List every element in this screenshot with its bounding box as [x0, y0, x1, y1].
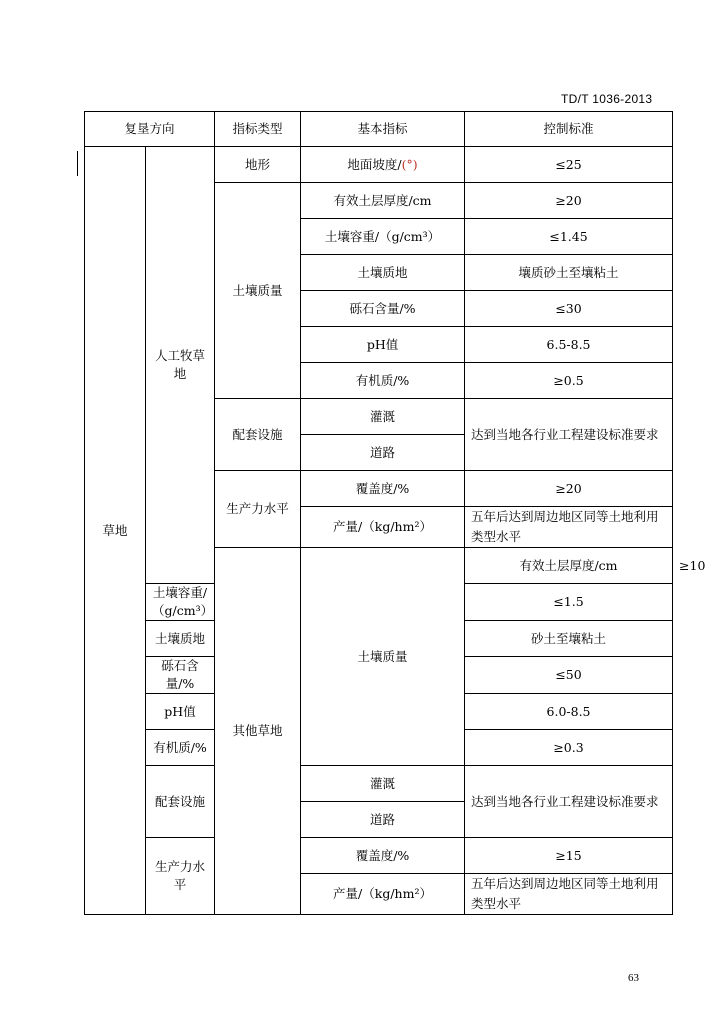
indicator-cell: 砾石含量/% [301, 291, 465, 327]
indicator-cell: 有效土层厚度/cm [301, 183, 465, 219]
indicator-type-cell: 生产力水平 [146, 838, 215, 915]
indicator-cell: 土壤容重/（g/cm³） [301, 219, 465, 255]
indicator-text: 地面坡度/ [347, 156, 402, 172]
standard-cell: ≥0.3 [465, 730, 673, 766]
table-row: 其他草地 土壤质量 有效土层厚度/cm ≥10 [85, 548, 673, 584]
standard-cell: 砂土至壤粘土 [465, 621, 673, 657]
standard-cell: 壤质砂土至壤粘土 [465, 255, 673, 291]
column-header-indicator-type: 指标类型 [215, 112, 301, 147]
table-row [85, 147, 673, 183]
standard-cell: ≤1.45 [465, 219, 673, 255]
indicator-type-cell: 土壤质量 [215, 183, 301, 399]
standard-code: TD/T 1036-2013 [561, 92, 653, 106]
direction-cell: 草地 [85, 147, 146, 915]
reclamation-standards-table [84, 111, 706, 915]
standard-cell: 达到当地各行业工程建设标准要求 [465, 766, 673, 838]
indicator-cell: pH值 [146, 694, 215, 730]
table-row [85, 766, 673, 802]
column-header-basic-indicator: 基本指标 [301, 112, 465, 147]
indicator-cell: 砾石含量/% [146, 657, 215, 694]
standard-cell: ≥15 [465, 838, 673, 874]
standard-cell: ≥20 [465, 471, 673, 507]
indicator-cell: 道路 [301, 435, 465, 471]
indicator-unit: (°) [401, 156, 418, 172]
indicator-cell: 土壤容重/（g/cm³） [146, 584, 215, 621]
indicator-cell: 产量/（kg/hm²） [301, 874, 465, 915]
standard-cell: ≤50 [465, 657, 673, 694]
indicator-cell: 产量/（kg/hm²） [301, 507, 465, 548]
standard-cell: 6.0-8.5 [465, 694, 673, 730]
standard-cell: ≤30 [465, 291, 673, 327]
indicator-cell: 覆盖度/% [301, 471, 465, 507]
column-header-direction: 复垦方向 [85, 112, 215, 147]
indicator-cell: 灌溉 [301, 766, 465, 802]
indicator-cell: 有机质/% [301, 363, 465, 399]
indicator-type-cell: 地形 [215, 147, 301, 183]
indicator-cell: pH值 [301, 327, 465, 363]
indicator-cell: 有效土层厚度/cm [465, 548, 673, 584]
standard-cell: ≤25 [465, 147, 673, 183]
indicator-type-cell: 生产力水平 [215, 471, 301, 548]
standard-cell: 五年后达到周边地区同等土地利用类型水平 [465, 874, 673, 915]
standard-cell: 6.5-8.5 [465, 327, 673, 363]
indicator-type-cell: 土壤质量 [301, 548, 465, 766]
subcategory-cell: 人工牧草地 [146, 147, 215, 584]
indicator-type-cell: 配套设施 [215, 399, 301, 471]
standard-cell: ≥0.5 [465, 363, 673, 399]
standard-cell: 达到当地各行业工程建设标准要求 [465, 399, 673, 471]
indicator-cell: 土壤质地 [146, 621, 215, 657]
indicator-type-cell: 配套设施 [146, 766, 215, 838]
table-header-row [85, 112, 673, 147]
indicator-cell: 有机质/% [146, 730, 215, 766]
standard-cell: ≥20 [465, 183, 673, 219]
margin-revision-mark [77, 151, 78, 176]
table-row [85, 838, 673, 874]
indicator-cell: 覆盖度/% [301, 838, 465, 874]
indicator-cell: 灌溉 [301, 399, 465, 435]
column-header-control-standard: 控制标准 [465, 112, 673, 147]
indicator-cell: 土壤质地 [301, 255, 465, 291]
page-number: 63 [628, 972, 639, 984]
standard-cell: 五年后达到周边地区同等土地利用类型水平 [465, 507, 673, 548]
indicator-cell: 道路 [301, 802, 465, 838]
subcategory-cell: 其他草地 [215, 548, 301, 915]
indicator-cell [301, 147, 465, 183]
standard-cell: ≤1.5 [465, 584, 673, 621]
